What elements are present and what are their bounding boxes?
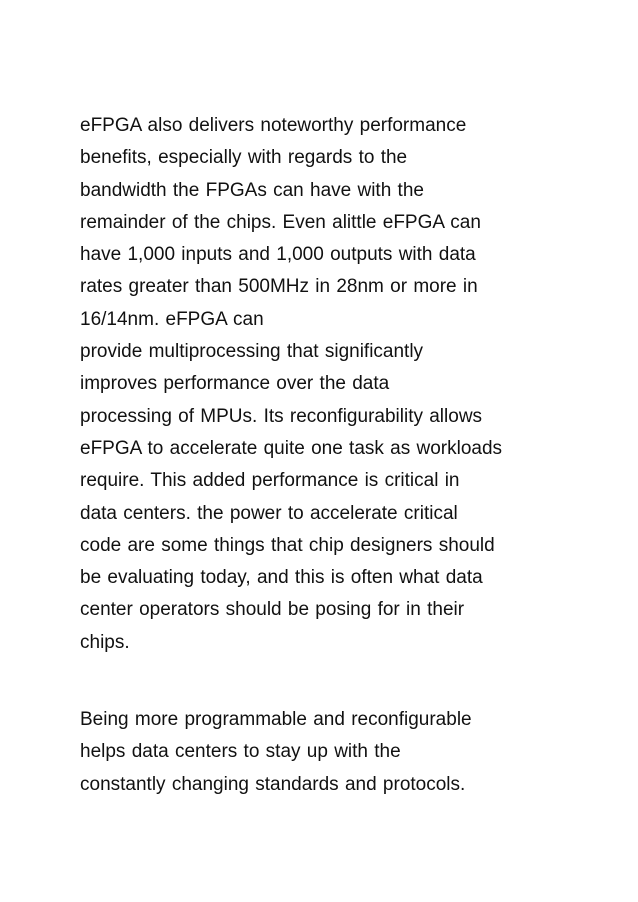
text-line: chips.	[80, 631, 130, 653]
text-line: code are some things that chip designers should	[80, 534, 495, 556]
paragraph-programmability	[80, 704, 580, 801]
text-line: remainder of the chips. Even alittle eFPGA can	[80, 211, 481, 233]
text-line: center operators should be posing for in their	[80, 599, 465, 621]
text-line: Being more programmable and reconfigurable	[80, 709, 472, 730]
text-line: rates greater than 500MHz in 28nm or more in	[80, 276, 478, 298]
paragraph-efpga-performance	[80, 110, 580, 659]
text-line: eFPGA also delivers noteworthy performance	[80, 115, 467, 136]
text-line: benefits, especially with regards to the	[80, 147, 408, 169]
text-line: provide multiprocessing that significantly	[80, 341, 424, 363]
text-line: require. This added performance is critical in	[80, 470, 460, 492]
text-line: data centers. the power to accelerate critical	[80, 502, 458, 524]
text-line: improves performance over the data	[80, 373, 390, 395]
text-line: processing of MPUs. Its reconfigurability allows	[80, 405, 483, 427]
text-line: be evaluating today, and this is often what data	[80, 567, 483, 589]
text-line: eFPGA to accelerate quite one task as workloads	[80, 437, 503, 459]
text-line: 16/14nm. eFPGA can	[80, 308, 264, 330]
text-line: have 1,000 inputs and 1,000 outputs with data	[80, 244, 476, 266]
text-line: constantly changing standards and protocols.	[80, 773, 466, 795]
text-line: bandwidth the FPGAs can have with the	[80, 179, 424, 201]
text-line: helps data centers to stay up with the	[80, 741, 401, 763]
